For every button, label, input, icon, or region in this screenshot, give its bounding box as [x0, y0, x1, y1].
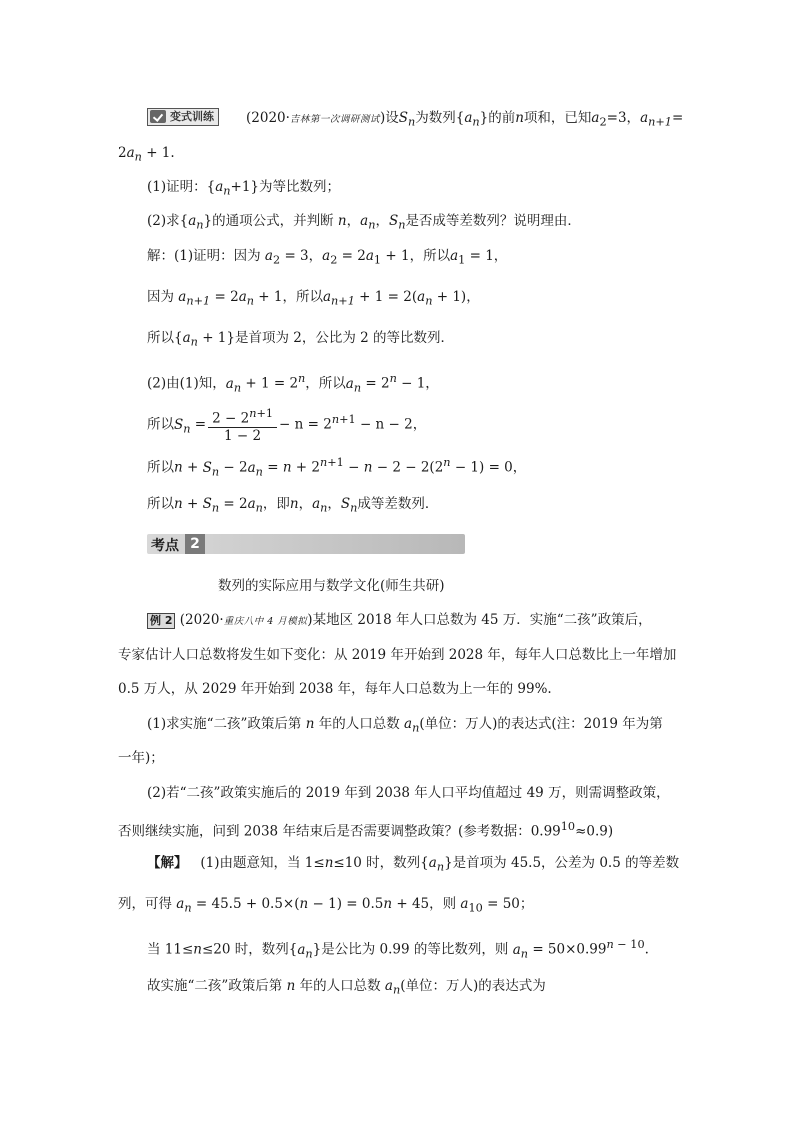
solution-line3: 当 11≤n≤20 时，数列$\{a_n\}$是公比为 0.99 的等比数列，则 $a_n = 50\times 0.99^{n - 10}$. — [147, 938, 649, 961]
solution-line1: 【解】 (1)由题意知，当 1≤n≤10 时，数列$\{a_n\}$是首项为 45.5，公差为 0.5 的等差数 — [147, 855, 680, 874]
example-question-1: (1)求实施“二孩”政策后第 n 年的人口总数 $a_n$(单位：万人)的表达式(注：2019 年为第 — [147, 716, 663, 735]
variant-solution-5: 所以$S_n$ = $\frac{2 - 2^{n+1}}{1 - 2}$ − $n = 2^{n+1} - n - 2$， — [147, 406, 427, 445]
source-tag: 吉林第一次调研测试 — [289, 114, 380, 125]
variant-solution-7: 所以$n + S_n = 2a_n$，即n，$a_n$，$S_n$成等差数列． — [147, 496, 439, 515]
check-icon — [150, 110, 166, 123]
solution-tag: 【解】 — [147, 855, 188, 871]
example-question-1-cont: 一年)； — [118, 750, 164, 766]
variant-question-2: (2)求$\{a_n\}$的通项公式，并判断 n，$a_n$，$S_n$是否成等差数列？说明理由． — [147, 213, 581, 232]
variant-training-tag: 变式训练 — [147, 108, 219, 126]
example-line2: 专家估计人口总数将发生如下变化：从 2019 年开始到 2028 年，每年人口总数比上一年增加 — [118, 647, 677, 663]
variant-solution-1: 解：(1)证明：因为 $a_2 = 3$，$a_2 = 2a_1 + 1$，所以$a_1 = 1$， — [147, 248, 508, 267]
variant-solution-3: 所以$\{a_n + 1\}$是首项为 2，公比为 2 的等比数列． — [147, 330, 455, 349]
example-question-2-cont: 否则继续实施，问到 2038 年结束后是否需要调整政策？(参考数据：$0.99^{10}\approx 0.9$) — [118, 820, 614, 840]
variant-problem-line2: $2a_n + 1$. — [118, 145, 175, 164]
variant-question-1: (1)证明：$\{a_n+1\}$为等比数列； — [147, 179, 341, 198]
example-question-2: (2)若“二孩”政策实施后的 2019 年到 2038 年人口平均值超过 49 万，则需调整政策， — [147, 785, 670, 801]
section-header-bar — [147, 534, 465, 554]
section-label: 考点 — [151, 538, 179, 554]
solution-line4: 故实施“二孩”政策后第 n 年的人口总数 $a_n$(单位：万人)的表达式为 — [147, 978, 546, 997]
example-line3: 0.5 万人，从 2029 年开始到 2038 年，每年人口总数为上一年的 99%. — [118, 681, 552, 697]
fraction: $\frac{2 - 2^{n+1}}{1 - 2}$ — [208, 405, 277, 446]
section-title: 数列的实际应用与数学文化(师生共研) — [218, 578, 445, 594]
variant-solution-4: (2)由(1)知，$a_n + 1 = 2^n$，所以$a_n = 2^n - 1$， — [147, 372, 439, 395]
example-tag: 例 2 — [147, 613, 175, 629]
variant-problem-line1: (2020·吉林第一次调研测试)设$S_n$为数列$\{a_n\}$的前n项和，已知$a_2=3$，$a_{n+1}=$ — [246, 110, 684, 129]
solution-line2: 列，可得 $a_n = 45.5 + 0.5\times(n - 1) = 0.5n + 45$，则 $a_{10} = 50$； — [118, 896, 534, 915]
variant-solution-2: 因为 $a_{n+1} = 2a_n + 1$，所以$a_{n+1} + 1 = 2(a_n + 1)$， — [147, 289, 480, 308]
section-number: 2 — [185, 534, 205, 554]
source-tag: 重庆八中 4 月模拟 — [223, 616, 308, 627]
variant-solution-6: 所以$n + S_n - 2a_n = n + 2^{n+1} - n - 2 - 2(2^n - 1) = 0$， — [147, 456, 527, 479]
example-line1: 例 2 (2020·重庆八中 4 月模拟)某地区 2018 年人口总数为 45 万．实施“二孩”政策后， — [147, 611, 652, 631]
